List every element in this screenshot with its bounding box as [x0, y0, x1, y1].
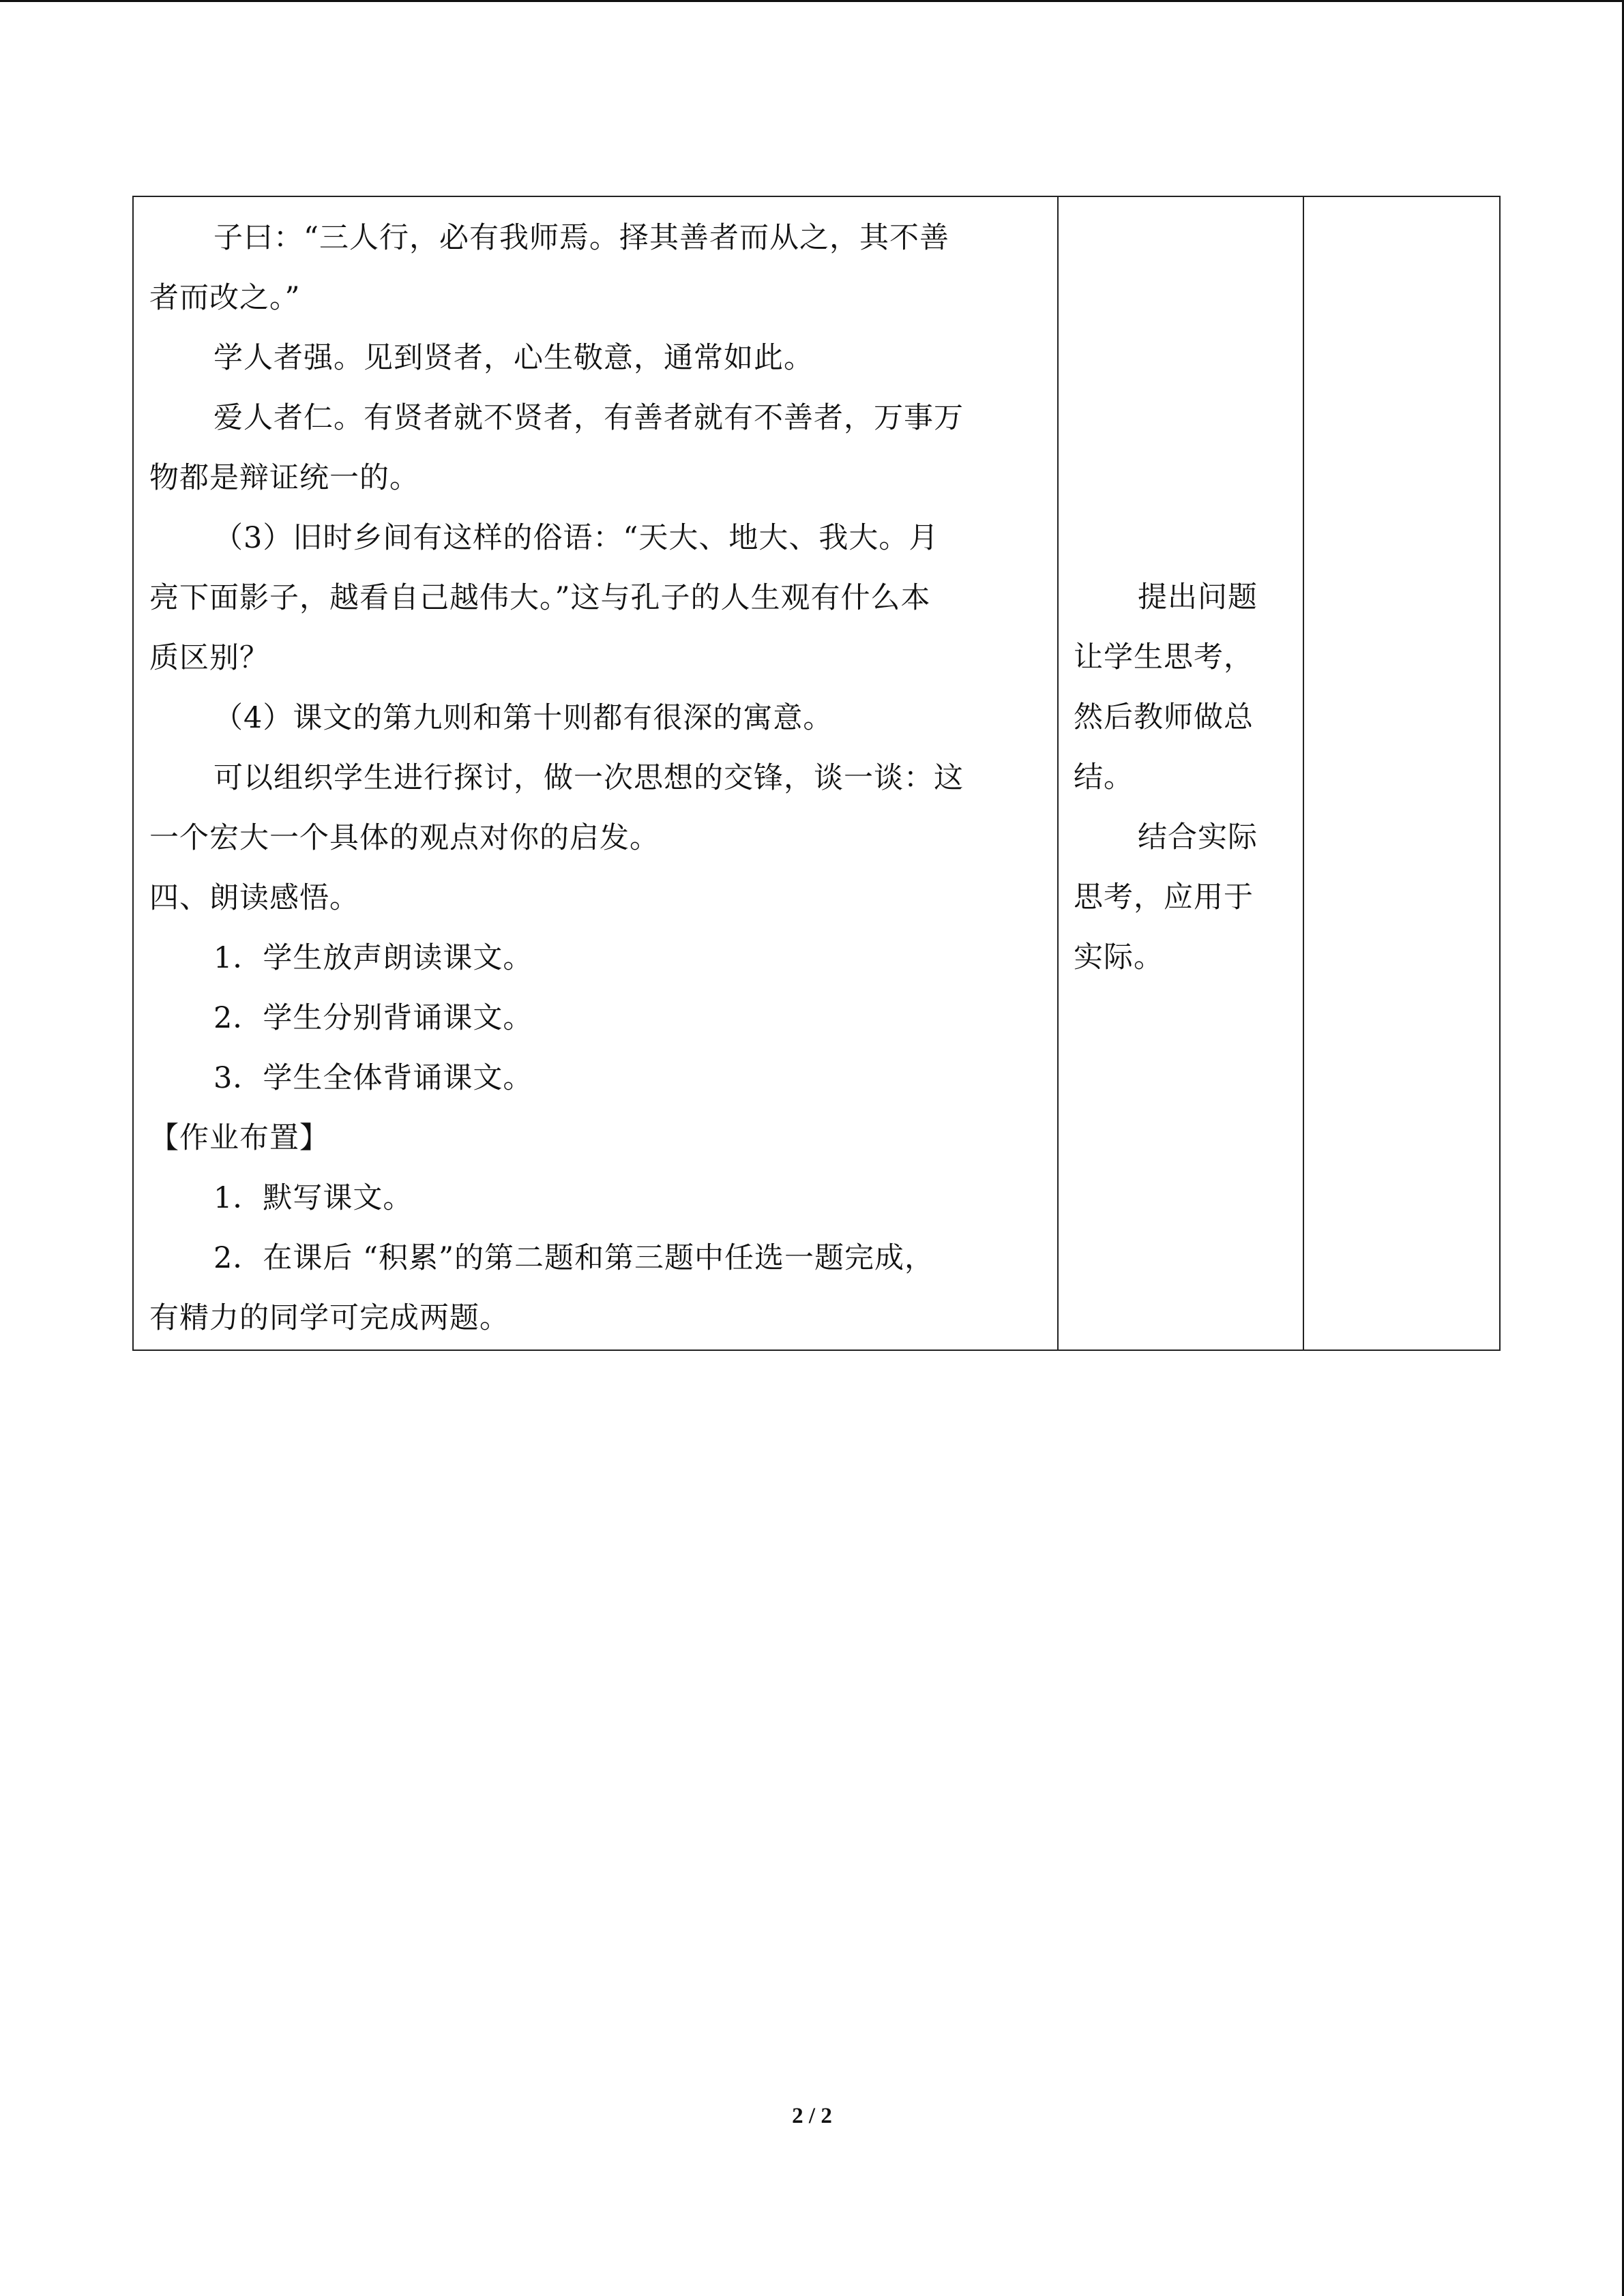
lesson-plan-table — [132, 196, 1501, 1351]
note-line: 实际。 — [1074, 940, 1164, 974]
list-item: 3．学生全体背诵课文。 — [213, 1061, 533, 1095]
content-line: 爱人者仁。有贤者就不贤者，有善者就有不善者，万事万 — [213, 401, 964, 435]
list-item: 2．学生分别背诵课文。 — [213, 1001, 533, 1035]
content-line: （3）旧时乡间有这样的俗语：“天大、地大、我大。月 — [213, 521, 939, 555]
table-row — [133, 196, 1500, 1350]
note-line: 提出问题 — [1138, 580, 1258, 614]
content-line: 物都是辩证统一的。 — [149, 461, 419, 495]
content-line: 有精力的同学可完成两题。 — [149, 1301, 510, 1335]
design-intent-notes — [1074, 567, 1288, 987]
note-line: 思考，应用于 — [1074, 880, 1254, 914]
note-line: 结合实际 — [1138, 820, 1258, 854]
content-line: 亮下面影子，越看自己越伟大。”这与孔子的人生观有什么本 — [149, 581, 931, 615]
design-intent-cell — [1058, 196, 1303, 1350]
content-line: 者而改之。” — [149, 281, 301, 315]
page-number: 2 / 2 — [792, 2104, 832, 2128]
content-line: （4）课文的第九则和第十则都有很深的寓意。 — [213, 701, 833, 735]
content-line: 可以组织学生进行探讨，做一次思想的交锋，谈一谈：这 — [213, 761, 964, 795]
content-line: 一个宏大一个具体的观点对你的启发。 — [149, 821, 660, 855]
note-line: 结。 — [1074, 760, 1134, 794]
list-item: 2．在课后 “积累”的第二题和第三题中任选一题完成， — [213, 1241, 934, 1275]
list-item: 1．学生放声朗读课文。 — [213, 941, 533, 975]
list-item: 1．默写课文。 — [213, 1181, 413, 1215]
teaching-content-cell — [133, 196, 1058, 1350]
content-line: 质区别？ — [149, 641, 269, 675]
note-line: 然后教师做总 — [1074, 700, 1254, 734]
homework-heading: 【作业布置】 — [149, 1121, 329, 1155]
note-line: 让学生思考， — [1074, 640, 1254, 674]
page-border-top — [0, 0, 1624, 2]
content-line: 学人者强。见到贤者，心生敬意，通常如此。 — [213, 341, 814, 375]
section-heading: 四、朗读感悟。 — [149, 881, 359, 915]
content-line: 子曰：“三人行，必有我师焉。择其善者而从之，其不善 — [213, 221, 949, 255]
notes-cell — [1303, 196, 1500, 1350]
